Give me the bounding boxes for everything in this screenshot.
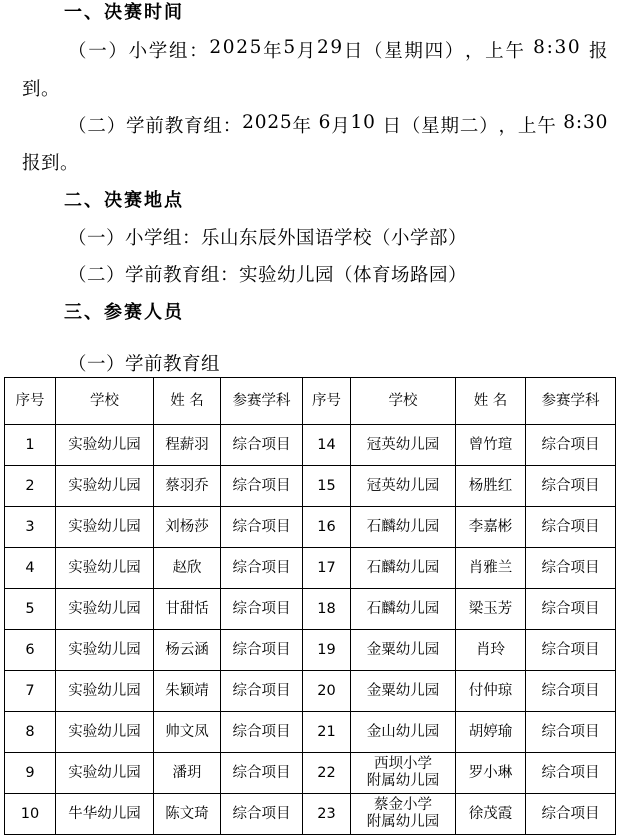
glyph: 0 xyxy=(254,112,267,133)
table-cell: 19 xyxy=(303,630,351,671)
glyph: 9 xyxy=(330,37,343,58)
glyph: 日 xyxy=(343,41,363,62)
glyph: ） xyxy=(444,41,464,62)
glyph: 小 xyxy=(128,41,148,62)
glyph: （ xyxy=(364,41,384,62)
glyph: 星 xyxy=(384,41,404,62)
table-cell: 23 xyxy=(303,794,351,835)
table-cell: 冠英幼儿园 xyxy=(351,466,456,507)
glyph: ） xyxy=(108,41,128,62)
heading-participants: 三、参赛人员 xyxy=(64,302,184,323)
table-cell: 18 xyxy=(303,589,351,630)
glyph: 0 xyxy=(595,112,608,133)
col-header: 姓 名 xyxy=(154,378,221,425)
glyph: 8 xyxy=(533,37,546,58)
table-body xyxy=(5,425,616,835)
table-cell: 综合项目 xyxy=(526,712,616,753)
table-row xyxy=(5,794,616,835)
table-cell: 综合项目 xyxy=(526,671,616,712)
table-cell: 石麟幼儿园 xyxy=(351,507,456,548)
table-cell: 综合项目 xyxy=(221,425,303,466)
glyph: 月 xyxy=(331,116,351,137)
time-primary-line1 xyxy=(68,37,608,63)
glyph: 1 xyxy=(350,112,363,133)
subheading-preschool-group: （一）学前教育组 xyxy=(68,354,221,375)
table-cell: 综合项目 xyxy=(221,507,303,548)
table-cell: 实验幼儿园 xyxy=(56,671,154,712)
table-row xyxy=(5,466,616,507)
glyph: : xyxy=(546,37,554,58)
table-cell: 综合项目 xyxy=(221,630,303,671)
glyph xyxy=(526,37,532,63)
glyph: 育 xyxy=(184,116,204,137)
table-cell: 实验幼儿园 xyxy=(56,507,154,548)
table-row xyxy=(5,671,616,712)
glyph: 期 xyxy=(404,41,424,62)
heading-final-venue: 二、决赛地点 xyxy=(64,190,184,211)
table-cell: 刘杨莎 xyxy=(154,507,221,548)
glyph: 上 xyxy=(517,116,537,137)
table-cell: 曾竹瑄 xyxy=(456,425,526,466)
table-cell: 综合项目 xyxy=(526,753,616,794)
table-cell: 6 xyxy=(5,630,56,671)
glyph: 教 xyxy=(164,116,184,137)
table-cell: 蔡羽乔 xyxy=(154,466,221,507)
glyph: 6 xyxy=(318,112,331,133)
school-name-line: 附属幼儿园 xyxy=(366,814,440,830)
participants-table xyxy=(4,377,616,835)
glyph: （ xyxy=(401,116,421,137)
table-cell: 梁玉芳 xyxy=(456,589,526,630)
table-cell: 7 xyxy=(5,671,56,712)
table-cell: 徐茂霞 xyxy=(456,794,526,835)
table-cell: 实验幼儿园 xyxy=(56,548,154,589)
table-row xyxy=(5,507,616,548)
table-row xyxy=(5,753,616,794)
table-cell: 李嘉彬 xyxy=(456,507,526,548)
table-row xyxy=(5,589,616,630)
table-cell: 综合项目 xyxy=(526,589,616,630)
table-cell: 17 xyxy=(303,548,351,589)
glyph: 5 xyxy=(283,37,296,58)
table-cell: 2 xyxy=(5,466,56,507)
glyph: 0 xyxy=(567,37,581,58)
table-cell: 22 xyxy=(303,753,351,794)
table-cell: 14 xyxy=(303,425,351,466)
table-cell: 8 xyxy=(5,712,56,753)
glyph xyxy=(312,112,318,138)
table-cell: 16 xyxy=(303,507,351,548)
glyph: 星 xyxy=(421,116,441,137)
table-row xyxy=(5,630,616,671)
glyph: 2 xyxy=(209,37,222,58)
table-cell: 胡婷瑜 xyxy=(456,712,526,753)
table-cell: 综合项目 xyxy=(221,466,303,507)
table-cell: 实验幼儿园 xyxy=(56,466,154,507)
glyph: 2 xyxy=(236,37,249,58)
table-cell: 付仲琼 xyxy=(456,671,526,712)
glyph: 组 xyxy=(168,41,188,62)
school-name-line: 附属幼儿园 xyxy=(366,773,440,789)
table-cell: 金粟幼儿园 xyxy=(351,671,456,712)
table-cell: 综合项目 xyxy=(526,630,616,671)
table-cell: 4 xyxy=(5,548,56,589)
glyph: 学 xyxy=(126,116,146,137)
glyph: 年 xyxy=(263,41,283,62)
venue-preschool: （二）学前教育组：实验幼儿园（体育场路园） xyxy=(68,265,468,286)
table-cell: 10 xyxy=(5,794,56,835)
glyph: 2 xyxy=(316,37,330,58)
table-cell: 朱颖靖 xyxy=(154,671,221,712)
table-cell: 综合项目 xyxy=(526,794,616,835)
table-cell: 实验幼儿园 xyxy=(56,630,154,671)
table-cell: 1 xyxy=(5,425,56,466)
table-cell: 实验幼儿园 xyxy=(56,753,154,794)
glyph: 学 xyxy=(148,41,168,62)
table-cell: 21 xyxy=(303,712,351,753)
glyph: 午 xyxy=(505,41,525,62)
glyph: ） xyxy=(106,116,126,137)
col-header: 序号 xyxy=(303,378,351,425)
glyph: ： xyxy=(222,116,242,137)
glyph: ） xyxy=(479,116,499,137)
table-cell: 石麟幼儿园 xyxy=(351,548,456,589)
table-cell: 金山幼儿园 xyxy=(351,712,456,753)
table-cell: 20 xyxy=(303,671,351,712)
glyph: 组 xyxy=(203,116,223,137)
glyph: 日 xyxy=(382,116,402,137)
glyph: 午 xyxy=(537,116,557,137)
table-cell: 综合项目 xyxy=(221,548,303,589)
glyph: 上 xyxy=(485,41,505,62)
col-header: 学校 xyxy=(351,378,456,425)
col-header: 序号 xyxy=(5,378,56,425)
glyph xyxy=(376,112,382,138)
glyph: ， xyxy=(464,41,484,62)
table-header-row xyxy=(5,378,616,425)
glyph: 2 xyxy=(242,112,255,133)
table-cell: 杨云涵 xyxy=(154,630,221,671)
table-cell: 甘甜恬 xyxy=(154,589,221,630)
table-cell: 综合项目 xyxy=(221,589,303,630)
table-cell: 实验幼儿园 xyxy=(56,425,154,466)
glyph: （ xyxy=(68,116,88,137)
table-cell: 潘玥 xyxy=(154,753,221,794)
glyph: ： xyxy=(189,41,209,62)
glyph: 5 xyxy=(279,112,293,133)
table-cell: 综合项目 xyxy=(526,466,616,507)
glyph: 0 xyxy=(222,37,236,58)
time-preschool-line2: 报到。 xyxy=(22,153,80,174)
table-cell: 综合项目 xyxy=(221,712,303,753)
table-cell: 综合项目 xyxy=(221,671,303,712)
table-row xyxy=(5,712,616,753)
glyph: 期 xyxy=(440,116,460,137)
table-cell: 3 xyxy=(5,507,56,548)
time-preschool-line1 xyxy=(68,112,608,138)
table-cell: 9 xyxy=(5,753,56,794)
glyph: 3 xyxy=(582,112,596,133)
table-cell: 陈文琦 xyxy=(154,794,221,835)
table-cell: 肖雅兰 xyxy=(456,548,526,589)
table-cell: 赵欣 xyxy=(154,548,221,589)
glyph xyxy=(557,112,563,138)
table-cell: 罗小琳 xyxy=(456,753,526,794)
col-header: 参赛学科 xyxy=(526,378,616,425)
table-cell: 综合项目 xyxy=(221,794,303,835)
table-cell: 金粟幼儿园 xyxy=(351,630,456,671)
table-cell: 15 xyxy=(303,466,351,507)
table-cell: 杨胜红 xyxy=(456,466,526,507)
glyph: 0 xyxy=(363,112,376,133)
col-header: 姓 名 xyxy=(456,378,526,425)
glyph: 报 xyxy=(588,41,608,62)
col-header: 参赛学科 xyxy=(221,378,303,425)
table-cell: 实验幼儿园 xyxy=(56,712,154,753)
table-cell: 冠英幼儿园 xyxy=(351,425,456,466)
glyph: （ xyxy=(68,41,88,62)
table-cell: 综合项目 xyxy=(526,548,616,589)
glyph: 二 xyxy=(87,116,107,137)
table-row xyxy=(5,425,616,466)
glyph: 月 xyxy=(296,41,316,62)
glyph: : xyxy=(575,112,583,133)
table-cell xyxy=(351,794,456,835)
table-cell: 5 xyxy=(5,589,56,630)
table-cell: 实验幼儿园 xyxy=(56,589,154,630)
table-cell: 牛华幼儿园 xyxy=(56,794,154,835)
glyph: 3 xyxy=(554,37,567,58)
table-cell: 程薪羽 xyxy=(154,425,221,466)
heading-final-time: 一、决赛时间 xyxy=(64,2,184,23)
col-header: 学校 xyxy=(56,378,154,425)
venue-primary: （一）小学组：乐山东辰外国语学校（小学部） xyxy=(68,228,468,249)
time-primary-line2: 到。 xyxy=(22,79,61,100)
table-cell: 石麟幼儿园 xyxy=(351,589,456,630)
glyph: 2 xyxy=(267,112,280,133)
school-name-line: 蔡金小学 xyxy=(374,797,432,813)
glyph: 年 xyxy=(292,116,312,137)
glyph: ， xyxy=(498,116,518,137)
glyph: 前 xyxy=(145,116,165,137)
table-cell: 综合项目 xyxy=(221,753,303,794)
table-cell xyxy=(351,753,456,794)
glyph: 四 xyxy=(424,41,444,62)
school-name-line: 西坝小学 xyxy=(374,756,432,772)
glyph: 二 xyxy=(459,116,479,137)
table-cell: 综合项目 xyxy=(526,425,616,466)
glyph xyxy=(581,37,587,63)
glyph: 一 xyxy=(88,41,108,62)
table-cell: 肖玲 xyxy=(456,630,526,671)
table-row xyxy=(5,548,616,589)
table-cell: 综合项目 xyxy=(526,507,616,548)
glyph: 8 xyxy=(563,112,576,133)
glyph: 5 xyxy=(249,37,262,58)
table-cell: 帅文凤 xyxy=(154,712,221,753)
